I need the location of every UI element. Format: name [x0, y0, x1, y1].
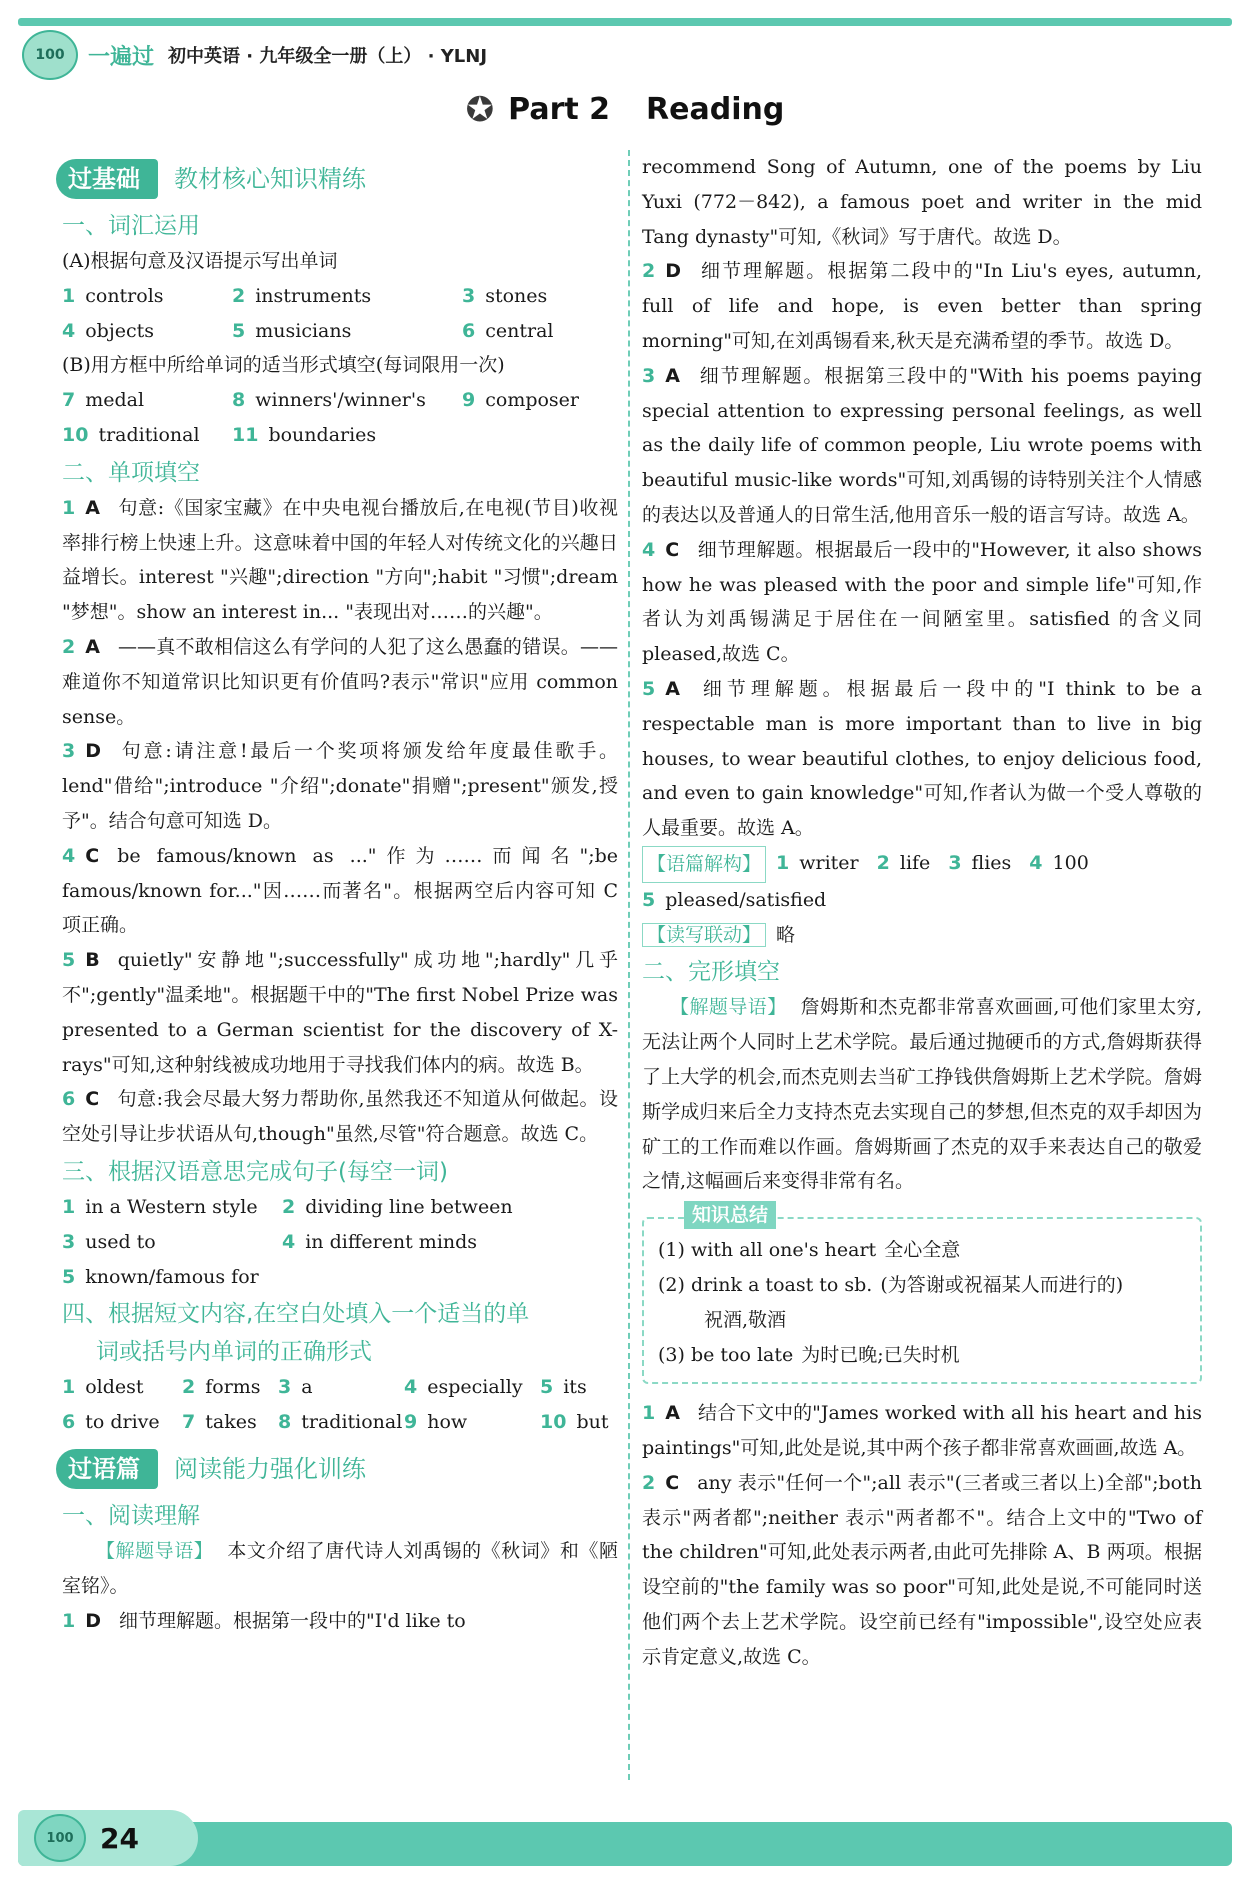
answer-cell — [540, 1370, 618, 1405]
question-number: 1 — [62, 1376, 76, 1399]
answer-cell — [462, 314, 618, 349]
question-number: 4 — [642, 538, 656, 561]
answer-text: oldest — [85, 1376, 144, 1399]
question-item — [62, 839, 618, 943]
question-number: 6 — [62, 1088, 76, 1111]
question-number: 3 — [62, 740, 76, 763]
answer-text: flies — [971, 851, 1012, 874]
question-text: 结合下文中的"James worked with all his heart and his paintings"可知,此处是说,其中两个孩子都非常喜欢画画,故选 A。 — [642, 1402, 1202, 1460]
yp-answers — [776, 846, 1107, 883]
answer-letter: C — [85, 844, 100, 867]
summary-cn: 祝酒,敬酒 — [704, 1308, 787, 1331]
question-number: 1 — [62, 1195, 76, 1218]
summary-en: (1) with all one's heart — [658, 1239, 877, 1262]
question-text: quietly"安静地";successfully"成功地";hardly"几乎不";gently"温柔地"。根据题干中的"The first Nobel Prize was presented to a German scientist for the discovery of X-rays"可知,这种射线被成功地用于寻找我们体内的病。故选 B。 — [62, 949, 618, 1076]
question-number: 5 — [642, 677, 656, 700]
answer-cell — [62, 383, 232, 418]
answer-letter: A — [665, 364, 680, 387]
question-item — [62, 943, 618, 1082]
yp-item — [776, 852, 859, 874]
answer-text: a — [301, 1376, 313, 1399]
answer-text: in different minds — [305, 1230, 478, 1253]
answer-text: 100 — [1052, 851, 1089, 874]
question-number: 10 — [540, 1411, 567, 1434]
answer-letter: B — [85, 949, 100, 972]
banner-basics — [56, 156, 618, 202]
answer-grid — [62, 279, 618, 349]
question-number: 3 — [642, 364, 656, 387]
answer-text: to drive — [85, 1411, 160, 1434]
mascot-text: 100 — [35, 47, 65, 63]
answer-text: how — [427, 1411, 468, 1434]
question-text: 细节理解题。根据最后一段中的"I think to be a respectable man is more important than to live in big houses, to wear beautiful clothes, to enjoy delicious food, and even to gain knowledge"可知,作者认为做一个受人尊敬的人最重要。故选 A。 — [642, 677, 1202, 840]
question-number: 11 — [232, 423, 259, 446]
guide-paragraph — [642, 990, 1202, 1199]
question-number: 3 — [948, 851, 962, 874]
question-number: 4 — [62, 319, 76, 342]
brand-name: 一遍过 — [88, 44, 155, 70]
answer-letter: D — [85, 740, 102, 763]
answer-cell — [62, 1260, 282, 1295]
page-header — [22, 30, 487, 80]
banner-main: 过语篇 — [56, 1449, 158, 1489]
question-number: 5 — [232, 319, 246, 342]
answer-text: in a Western style — [85, 1195, 258, 1218]
question-number: 1 — [62, 496, 76, 519]
answer-text: medal — [85, 389, 145, 412]
knowledge-summary — [642, 1204, 1202, 1384]
answer-cell — [232, 279, 462, 314]
question-continuation: recommend Song of Autumn, one of the poems by Liu Yuxi (772－842), a famous poet and writer in the mid Tang dynasty"可知,《秋词》写于唐代。故选 D。 — [642, 156, 1202, 248]
section-title: 二、完形填空 — [642, 959, 780, 986]
summary-item — [658, 1268, 1186, 1303]
book-title: 初中英语 · 九年级全一册（上） · YLNJ — [168, 46, 488, 67]
summary-item — [658, 1233, 1186, 1268]
answer-text: winners'/winner's — [255, 389, 426, 412]
question-number: 5 — [642, 888, 656, 911]
banner-main: 过基础 — [56, 159, 158, 199]
grid-row — [62, 1260, 618, 1295]
grid-row — [62, 1405, 618, 1440]
question-text: 细节理解题。根据第一段中的"I'd like to — [119, 1609, 466, 1632]
summary-cn: 为时已晚;已失时机 — [801, 1343, 960, 1366]
answer-letter: A — [665, 677, 680, 700]
answer-letter: C — [665, 538, 680, 561]
guide-label: 【解题导语】 — [670, 996, 787, 1019]
guide-text: 詹姆斯和杰克都非常喜欢画画,可他们家里太穷,无法让两个人同时上艺术学院。最后通过抛硬币的方式,詹姆斯获得了上大学的机会,而杰克则去当矿工挣钱供詹姆斯上艺术学院。詹姆斯学成归来后全力支持杰克去实现自己的梦想,但杰克的双手却因为矿工的工作而难以作画。詹姆斯画了杰克的双手来表达自己的敬爱之情,这幅画后来变得非常有名。 — [642, 996, 1202, 1193]
question-number: 2 — [876, 851, 890, 874]
answer-text: takes — [205, 1411, 257, 1434]
answer-cell — [182, 1370, 278, 1405]
question-text: 句意:《国家宝藏》在中央电视台播放后,在电视(节目)收视率排行榜上快速上升。这意味着中国的年轻人对传统文化的兴趣日益增长。interest "兴趣";direction "方向";habit "习惯";dream "梦想"。show an interest in... "表现出对……的兴趣"。 — [62, 496, 618, 624]
answer-cell — [278, 1370, 404, 1405]
summary-item — [658, 1338, 1186, 1373]
question-number: 9 — [462, 389, 476, 412]
summary-en: (2) drink a toast to sb. — [658, 1273, 873, 1296]
question-text: 细节理解题。根据最后一段中的"However, it also shows how he was pleased with the poor and simple life"可知,作者认为刘禹锡满足于居住在一间陋室里。satisfied 的含义同 pleased,故选 C。 — [642, 538, 1202, 666]
question-number: 3 — [462, 284, 476, 307]
question-number: 6 — [462, 319, 476, 342]
yp-item — [1029, 852, 1089, 874]
dx-row — [642, 918, 1202, 953]
question-list — [642, 1396, 1202, 1674]
answer-letter: D — [665, 260, 682, 283]
answer-cell — [404, 1370, 540, 1405]
question-number: 9 — [404, 1411, 418, 1434]
answer-cell — [182, 1405, 278, 1440]
section-title: 一、词汇运用 — [62, 213, 200, 239]
answer-cell — [462, 383, 618, 418]
page-number: 24 — [100, 1821, 139, 1855]
answer-cell — [62, 1190, 282, 1225]
answer-text: composer — [485, 389, 580, 412]
question-number: 2 — [282, 1195, 296, 1218]
question-number: 8 — [278, 1411, 292, 1434]
answer-letter: A — [85, 496, 100, 519]
answer-cell — [232, 383, 462, 418]
answer-letter: A — [85, 635, 100, 658]
section-title-cont: 词或括号内单词的正确形式 — [96, 1339, 372, 1366]
answer-text: pleased/satisfied — [665, 888, 827, 911]
question-number: 4 — [1029, 851, 1043, 874]
yp-item — [948, 852, 1011, 874]
answer-text: traditional — [98, 423, 200, 446]
summary-en: (3) be too late — [658, 1343, 794, 1366]
answer-text: especially — [427, 1376, 523, 1399]
question-item — [62, 734, 618, 838]
section-title: 四、根据短文内容,在空白处填入一个适当的单 — [62, 1301, 530, 1328]
question-item — [642, 1396, 1202, 1466]
question-item — [62, 1604, 618, 1639]
section-title: 三、根据汉语意思完成句子(每空一词) — [62, 1158, 448, 1185]
right-column — [642, 150, 1202, 1675]
answer-letter: D — [85, 1609, 102, 1632]
question-number: 5 — [540, 1376, 554, 1399]
yp-row-2 — [642, 883, 1202, 918]
question-number: 1 — [642, 1402, 656, 1425]
question-number: 7 — [62, 389, 76, 412]
question-number: 2 — [232, 284, 246, 307]
banner-sub: 阅读能力强化训练 — [174, 1454, 366, 1483]
question-item — [642, 359, 1202, 533]
question-number: 4 — [62, 844, 76, 867]
page-number-box — [18, 1810, 198, 1866]
answer-cell — [62, 314, 232, 349]
question-number: 1 — [62, 1609, 76, 1632]
answer-text: traditional — [301, 1411, 403, 1434]
question-text: ——真不敢相信这么有学问的人犯了这么愚蠢的错误。——难道你不知道常识比知识更有价值吗?表示"常识"应用 common sense。 — [62, 635, 618, 728]
question-number: 5 — [62, 1265, 76, 1288]
question-number: 2 — [182, 1376, 196, 1399]
answer-text: forms — [205, 1376, 261, 1399]
answer-cell — [62, 1225, 282, 1260]
instruction: (B)用方框中所给单词的适当形式填空(每词限用一次) — [62, 354, 505, 377]
answer-cell — [62, 1370, 182, 1405]
answer-text: known/famous for — [85, 1265, 259, 1288]
grid-row — [62, 1225, 618, 1260]
answer-cell — [62, 418, 232, 453]
question-number: 7 — [182, 1411, 196, 1434]
answer-text: boundaries — [268, 423, 377, 446]
star-icon: ✪ — [465, 90, 495, 130]
answer-text: life — [899, 851, 931, 874]
answer-text: central — [485, 319, 554, 342]
answer-text: used to — [85, 1230, 156, 1253]
grid-row — [62, 1370, 618, 1405]
answer-text: its — [563, 1376, 587, 1399]
answer-letter: C — [85, 1088, 100, 1111]
summary-label: 知识总结 — [684, 1201, 776, 1229]
answer-cell — [62, 1405, 182, 1440]
question-text: 细节理解题。根据第三段中的"With his poems paying special attention to expressing personal feelings, as well as the daily life of common people, Liu wrote poems with beautiful music-like words"可知,刘禹锡的诗特别关注个人情感的表达以及普通人的日常生活,他用音乐一般的语言写诗。故选 A。 — [642, 364, 1202, 526]
answer-letter: C — [665, 1471, 680, 1494]
guide-text: 本文介绍了唐代诗人刘禹锡的《秋词》和《陋室铭》。 — [62, 1539, 618, 1597]
answer-cell — [232, 314, 462, 349]
instruction: (A)根据句意及汉语提示写出单词 — [62, 250, 338, 272]
answer-text: dividing line between — [305, 1195, 513, 1218]
question-text: be famous/known as ..."作为……而闻名";be famous/known for..."因……而著名"。根据两空后内容可知 C 项正确。 — [62, 844, 618, 937]
answer-cell — [462, 279, 618, 314]
top-strip — [18, 18, 1232, 26]
question-item — [62, 491, 618, 630]
question-number: 5 — [62, 949, 76, 972]
grid-row — [62, 314, 618, 349]
question-item — [62, 1082, 618, 1152]
mascot-logo — [22, 30, 78, 80]
question-number: 10 — [62, 423, 89, 446]
answer-cell — [232, 418, 462, 453]
question-item — [642, 533, 1202, 672]
summary-list — [658, 1233, 1186, 1372]
question-number: 4 — [404, 1376, 418, 1399]
question-number: 2 — [62, 635, 76, 658]
question-number: 4 — [282, 1230, 296, 1253]
answer-letter: A — [665, 1402, 680, 1425]
answer-cell — [404, 1405, 540, 1440]
question-number: 3 — [62, 1230, 76, 1253]
question-number: 3 — [278, 1376, 292, 1399]
question-number: 2 — [642, 260, 656, 283]
dx-text: 略 — [776, 923, 796, 946]
question-item — [642, 1466, 1202, 1675]
answer-grid — [62, 383, 618, 453]
question-number: 6 — [62, 1411, 76, 1434]
question-list — [62, 491, 618, 1152]
answer-text: objects — [85, 319, 154, 342]
grid-row — [62, 383, 618, 418]
answer-grid — [62, 1370, 618, 1440]
grid-row — [62, 1190, 618, 1225]
column-divider — [628, 150, 630, 1780]
question-text: 细节理解题。根据第二段中的"In Liu's eyes, autumn, full of life and hope, is even better than spring morning"可知,在刘禹锡看来,秋天是充满希望的季节。故选 D。 — [642, 260, 1202, 352]
guide-paragraph — [62, 1534, 618, 1604]
part-name: Reading — [646, 92, 785, 127]
yp-item — [877, 852, 931, 874]
question-number: 1 — [62, 284, 76, 307]
mascot-logo — [34, 1814, 86, 1862]
answer-text: stones — [485, 284, 548, 307]
guide-label: 【解题导语】 — [96, 1539, 214, 1562]
answer-cell — [540, 1405, 618, 1440]
question-text: 句意:请注意!最后一个奖项将颁发给年度最佳歌手。lend"借给";introduce "介绍";donate"捐赠";present"颁发,授予"。结合句意可知选 D。 — [62, 740, 618, 832]
summary-item — [658, 1303, 1186, 1338]
answer-text: musicians — [255, 319, 352, 342]
page-footer — [18, 1822, 1232, 1866]
question-item — [642, 254, 1202, 358]
answer-cell — [278, 1405, 404, 1440]
part-title — [0, 90, 1250, 130]
question-item — [642, 672, 1202, 846]
yp-row — [642, 846, 1202, 883]
question-list — [642, 254, 1202, 846]
question-item — [62, 630, 618, 734]
summary-cn: (为答谢或祝福某人而进行的) — [880, 1273, 1124, 1296]
left-column — [62, 150, 618, 1638]
dx-tag: 【读写联动】 — [642, 923, 766, 947]
answer-cell — [62, 279, 232, 314]
grid-row — [62, 418, 618, 453]
question-text: 句意:我会尽最大努力帮助你,虽然我还不知道从何做起。设空处引导让步状语从句,though"虽然,尽管"符合题意。故选 C。 — [62, 1088, 618, 1146]
part-label: Part 2 — [508, 92, 611, 127]
section-title: 二、单项填空 — [62, 459, 200, 486]
answer-cell — [282, 1225, 618, 1260]
banner-reading — [56, 1446, 618, 1492]
question-number: 8 — [232, 389, 246, 412]
banner-sub: 教材核心知识精练 — [174, 164, 366, 193]
question-number: 1 — [776, 851, 790, 874]
question-text: any 表示"任何一个";all 表示"(三者或三者以上)全部";both 表示"两者都";neither 表示"两者都不"。结合上文中的"Two of the children"可知,此处表示两者,由此可先排除 A、B 两项。根据设空前的"the family was so poor"可知,此处是说,不可能同时送他们两个去上艺术学院。设空前已经有"impossible",设空处应表示肯定意义,故选 C。 — [642, 1471, 1202, 1668]
summary-cn: 全心全意 — [884, 1239, 961, 1262]
answer-text: but — [576, 1411, 609, 1434]
answer-grid — [62, 1190, 618, 1294]
mascot-text: 100 — [46, 1830, 74, 1846]
answer-text: controls — [85, 284, 164, 307]
answer-text: writer — [799, 851, 859, 874]
answer-cell — [282, 1190, 618, 1225]
question-number: 2 — [642, 1471, 656, 1494]
yp-tag: 【语篇解构】 — [642, 846, 766, 883]
grid-row — [62, 279, 618, 314]
section-title: 一、阅读理解 — [62, 1502, 200, 1529]
answer-text: instruments — [255, 284, 372, 307]
